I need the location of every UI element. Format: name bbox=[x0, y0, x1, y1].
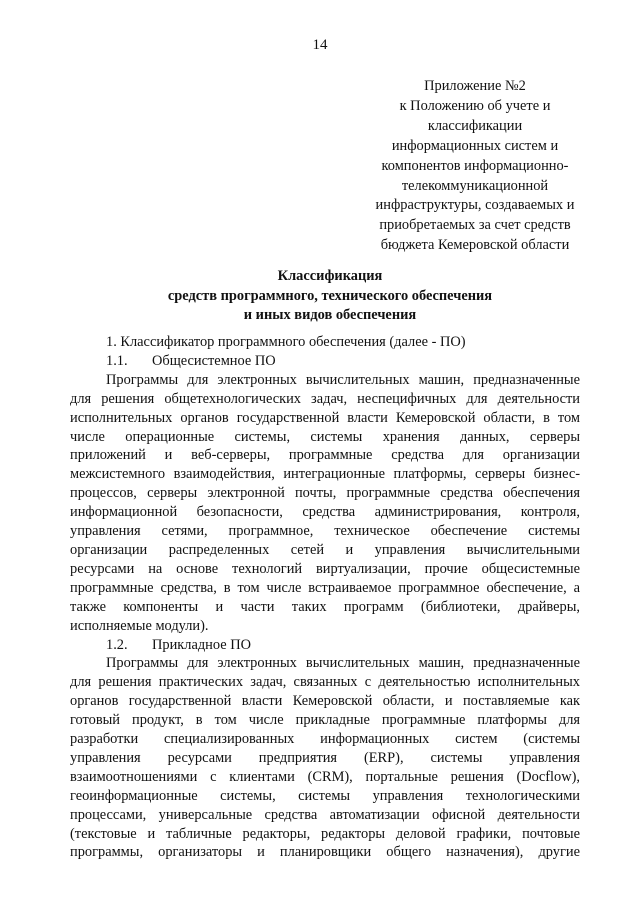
text-line: геоинформационные системы, системы управления технологическими bbox=[70, 787, 580, 804]
title-line: средств программного, технического обеспечения bbox=[167, 287, 493, 304]
subsection-title: Общесистемное ПО bbox=[152, 352, 276, 369]
annex-line: инфраструктуры, создаваемых и bbox=[375, 197, 575, 214]
subsection-heading bbox=[70, 636, 580, 655]
text-line: исполняемые модули). bbox=[70, 617, 209, 634]
page-number: 14 bbox=[312, 37, 328, 53]
document-title bbox=[60, 267, 600, 326]
annex-line: классификации bbox=[427, 117, 523, 134]
text-line: ресурсами на основе технологий виртуализации, прочие общесистемные bbox=[70, 560, 580, 577]
section-heading: 1. Классификатор программного обеспечения (далее - ПО) bbox=[106, 334, 466, 350]
subsection-number: 1.1. bbox=[106, 352, 128, 369]
text-line: для решения общетехнологических задач, неспецифичных для деятельности bbox=[70, 390, 580, 407]
title-line: и иных видов обеспечения bbox=[243, 307, 417, 323]
text-line: готовый продукт, в том числе прикладные программные платформы для bbox=[70, 712, 580, 729]
paragraph bbox=[70, 371, 580, 636]
paragraph bbox=[70, 654, 580, 862]
title-line: Классификация bbox=[277, 268, 383, 284]
text-line: программные средства, в том числе встраиваемое программное обеспечение, а bbox=[70, 579, 580, 596]
annex-header bbox=[362, 77, 588, 256]
text-line: числе операционные системы, системы хранения данных, серверы bbox=[70, 428, 580, 445]
annex-line: к Положению об учете и bbox=[399, 97, 551, 114]
annex-line: приобретаемых за счет средств bbox=[379, 217, 571, 234]
text-line: процессов, серверы электронной почты, программные средства обеспечения bbox=[70, 485, 580, 502]
subsection-number: 1.2. bbox=[106, 636, 128, 653]
annex-line: информационных систем и bbox=[391, 137, 559, 154]
text-line: взаимоотношениями с клиентами (CRM), портальные решения (Docflow), bbox=[70, 768, 580, 785]
text-line: разработки специализированных информационных систем (системы bbox=[70, 731, 580, 748]
text-line: управления ресурсами предприятия (ERP), системы управления bbox=[70, 749, 580, 766]
text-line: для решения практических задач, связанных с деятельностью исполнительных bbox=[70, 674, 580, 691]
subsection-title: Прикладное ПО bbox=[152, 636, 252, 653]
text-line: органов государственной власти Кемеровской области, и поставляемые как bbox=[70, 693, 580, 710]
text-line: исполнительных органов государственной власти Кемеровской области, в том bbox=[70, 409, 580, 426]
text-line: управления сетями, программное, техническое обеспечение системы bbox=[70, 523, 580, 540]
annex-line: Приложение №2 bbox=[424, 78, 526, 94]
text-line: также компоненты и части таких программ (библиотеки, драйверы, bbox=[70, 598, 580, 615]
text-line: Программы для электронных вычислительных машин, предназначенные bbox=[106, 371, 580, 388]
text-line: Программы для электронных вычислительных машин, предназначенные bbox=[106, 655, 580, 672]
annex-line: телекоммуникационной bbox=[401, 177, 549, 194]
text-line: программы, организаторы и планировщики общего назначения), другие bbox=[70, 844, 580, 861]
text-line: информационной безопасности, средства администрирования, контроля, bbox=[70, 504, 580, 521]
text-line: межсистемного взаимодействия, интеграционные платформы, серверы бизнес- bbox=[70, 466, 580, 483]
subsection-heading bbox=[70, 352, 580, 371]
text-line: приложений и веб-серверы, программные средства для организации bbox=[70, 447, 580, 464]
annex-line: бюджета Кемеровской области bbox=[380, 237, 570, 254]
text-line: (текстовые и табличные редакторы, редакторы деловой графики, почтовые bbox=[70, 825, 580, 842]
document-body bbox=[70, 333, 580, 862]
text-line: процессами, универсальные средства автоматизации офисной деятельности bbox=[70, 806, 580, 823]
text-line: организации распределенных сетей и управления вычислительными bbox=[70, 541, 580, 558]
annex-line: компонентов информационно- bbox=[381, 157, 569, 174]
